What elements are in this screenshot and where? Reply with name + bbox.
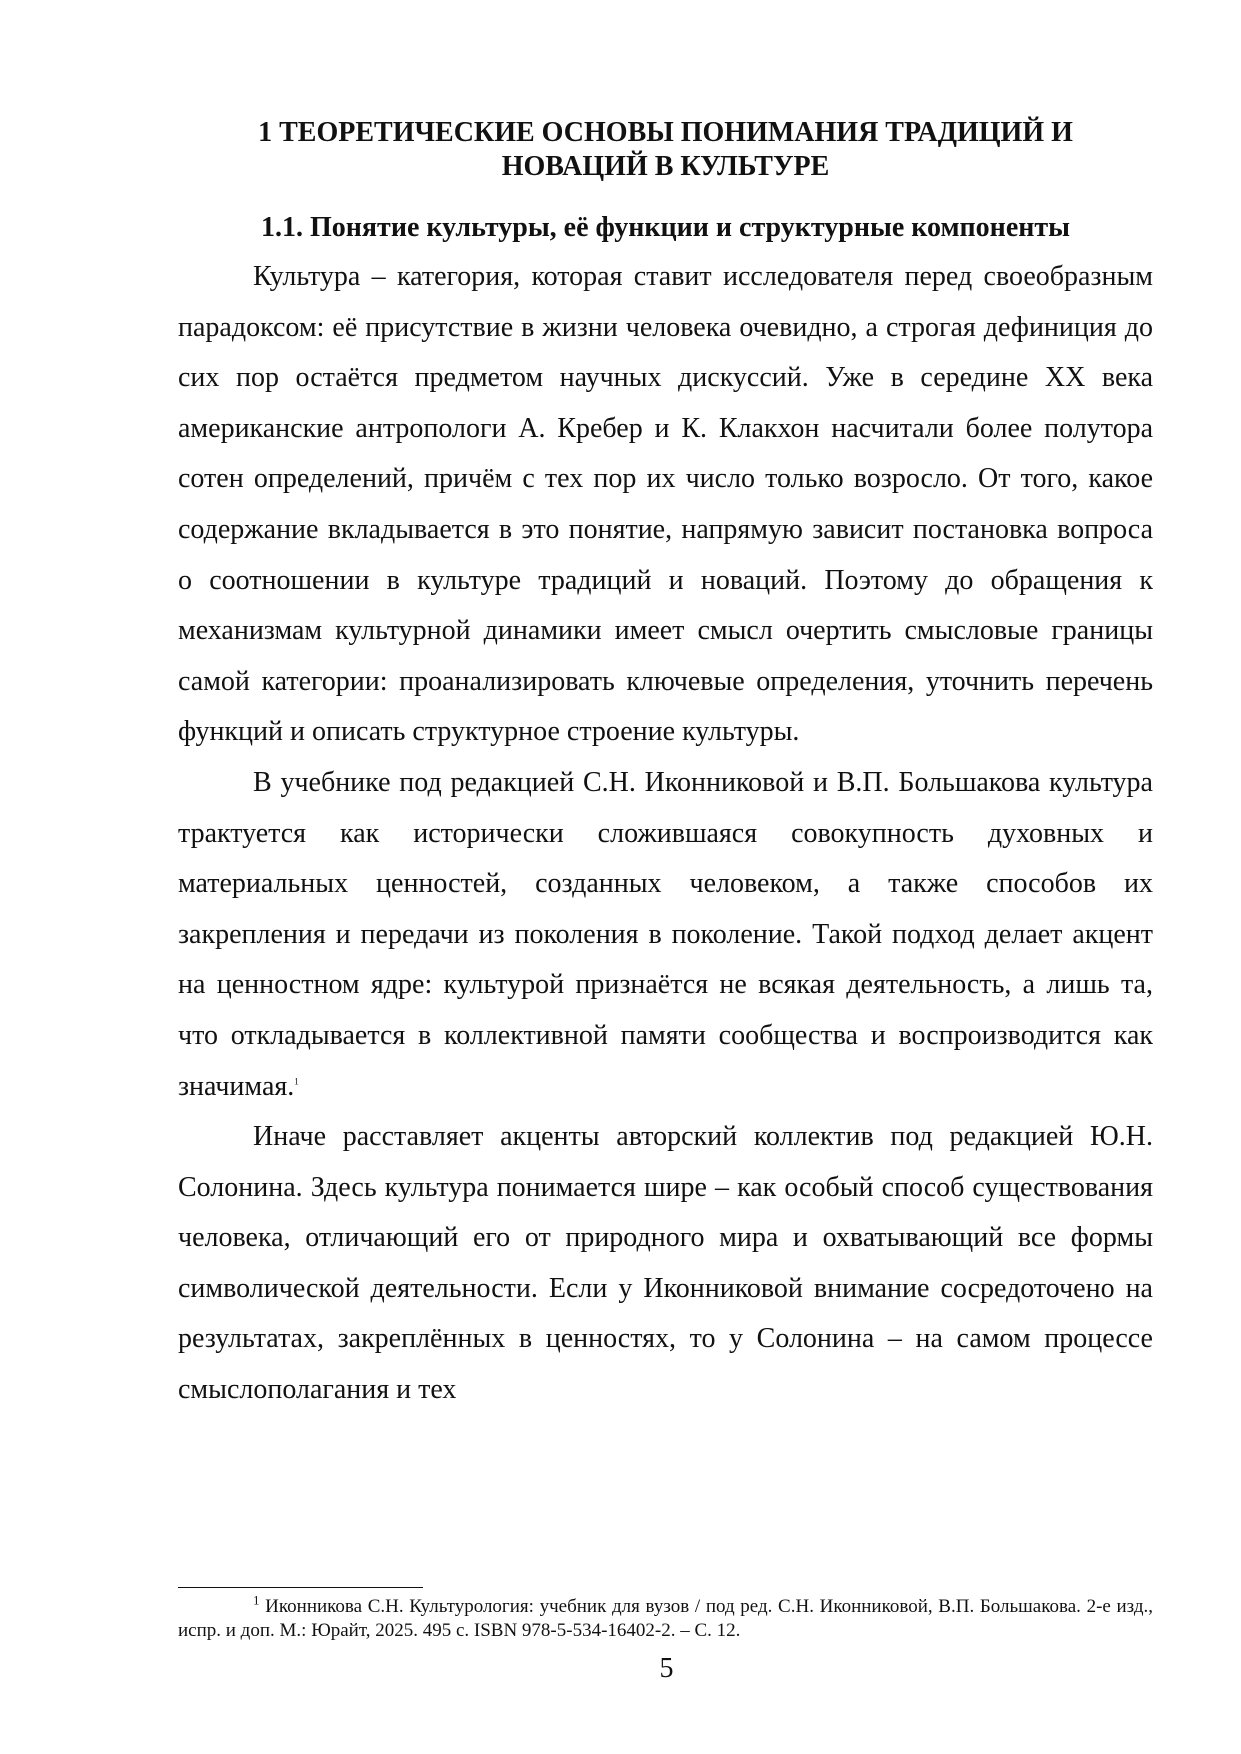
paragraph-1: Культура – категория, которая ставит исследователя перед своеобразным парадоксом: её присутствие в жизни человека очевидно, а строгая дефиниция до сих пор остаётся предметом научных дискуссий. Уже в середине XX века американские антропологи А. Кребер и К. Клакхон насчитали более полутора сотен определений, причём с тех пор их число только возросло. От того, какое содержание вкладывается в это понятие, напрямую зависит постановка вопроса о соотношении в культуре традиций и новаций. Поэтому до обращения к механизмам культурной динамики имеет смысл очертить смысловые границы самой категории: проанализировать ключевые определения, уточнить перечень функций и описать структурное строение культуры.	[178, 261, 1153, 748]
section-title: 1.1. Понятие культуры, её функции и структурные компоненты	[261, 212, 1070, 243]
footnote-text: Иконникова С.Н. Культурология: учебник для вузов / под ред. С.Н. Иконниковой, В.П. Большакова. 2-е изд., испр. и доп. М.: Юрайт, 2025. 495 с. ISBN 978-5-534-16402-2. – С. 12.	[178, 1596, 1153, 1641]
footnote-marker: 1	[253, 1592, 260, 1608]
page-content	[178, 116, 1153, 1416]
paragraph-2	[178, 758, 1153, 1112]
chapter-title	[178, 116, 1153, 184]
footnote	[178, 1592, 1153, 1643]
paragraph-3: Иначе расставляет акценты авторский коллектив под редакцией Ю.Н. Солонина. Здесь культура понимается шире – как особый способ существования человека, отличающий его от природного мира и охватывающий все формы символической деятельности. Если у Иконниковой внимание сосредоточено на результатах, закреплённых в ценностях, то у Солонина – на самом процессе смыслополагания и тех	[178, 1121, 1153, 1406]
chapter-title-line-1: 1 ТЕОРЕТИЧЕСКИЕ ОСНОВЫ ПОНИМАНИЯ ТРАДИЦИЙ И	[258, 117, 1073, 148]
chapter-title-line-2: НОВАЦИЙ В КУЛЬТУРЕ	[501, 151, 830, 182]
paragraph-2-text: В учебнике под редакцией С.Н. Иконниковой и В.П. Большакова культура трактуется как исторически сложившаяся совокупность духовных и материальных ценностей, созданных человеком, а также способов их закрепления и передачи из поколения в поколение. Такой подход делает акцент на ценностном ядре: культурой признаётся не всякая деятельность, а лишь та, что откладывается в коллективной памяти сообщества и воспроизводится как значимая.	[178, 766, 1153, 1102]
page-number: 5	[659, 1653, 674, 1684]
footnote-reference[interactable]: 1	[294, 1076, 299, 1087]
footnote-separator	[178, 1587, 423, 1588]
